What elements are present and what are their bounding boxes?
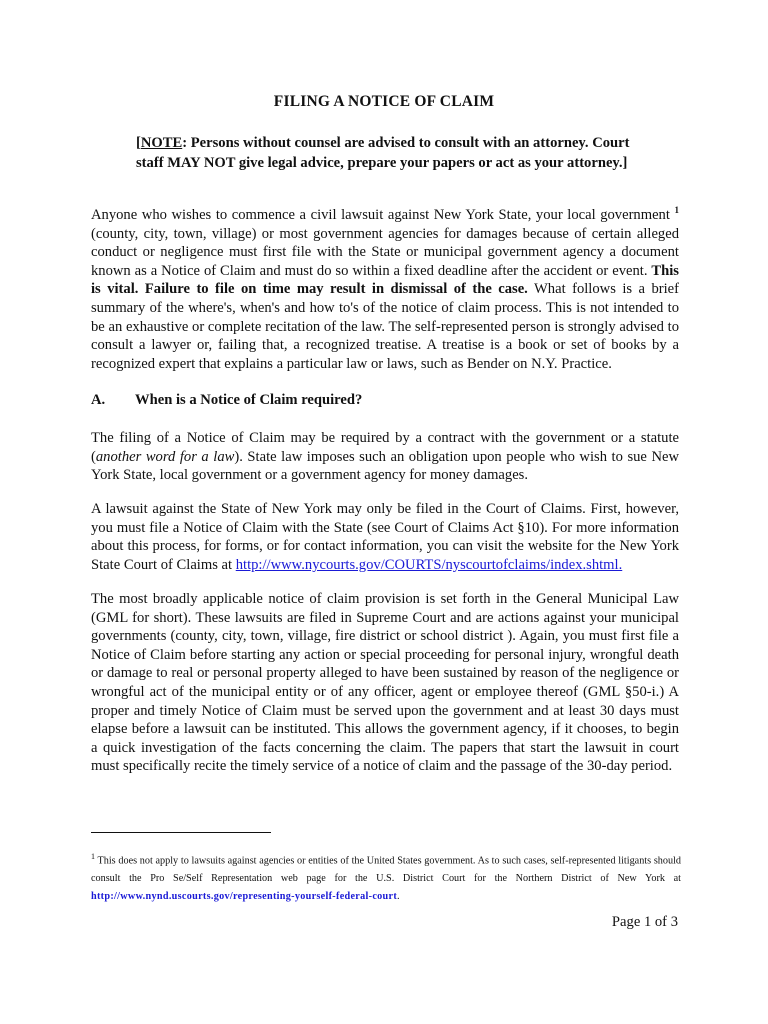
intro-text-1: Anyone who wishes to commence a civil lawsuit against New York State, your local government xyxy=(91,207,675,223)
footnote-end: . xyxy=(397,891,400,903)
state-paragraph xyxy=(91,500,679,574)
footnote-divider xyxy=(91,832,271,833)
filing-text-2: ). State law imposes such an obligation upon people who wish to sue New York State, local government or a government agency for money damages. xyxy=(91,448,680,484)
filing-text-1: The filing of a Notice of Claim may be required by a contract with the government or a statute ( xyxy=(91,430,679,465)
footnote-text: This does not apply to lawsuits against agencies or entities of the United States government. As to such cases, self-represented litigants should consult the Pro Se/Self Representation web page for the U.S. District Court for the Northern District of New York at xyxy=(91,855,681,885)
page-number: Page 1 of 3 xyxy=(611,914,678,930)
filing-italic: another word for a law xyxy=(95,448,235,465)
footnote-ref[interactable]: 1 xyxy=(674,205,679,216)
intro-paragraph xyxy=(91,206,679,373)
section-a-heading xyxy=(91,392,362,409)
note-label: NOTE xyxy=(140,135,183,151)
intro-text-2: (county, city, town, village) or most government agencies for damages because of certain alleged conduct or negligence must first file with the State or municipal government agency a document known as a Notice of Claim and must do so within a fixed deadline after the accident or event. xyxy=(91,225,679,279)
footnote-number: 1 xyxy=(91,852,95,861)
section-a-title: When is a Notice of Claim required? xyxy=(135,392,363,408)
note-open-bracket: [ xyxy=(136,135,141,151)
section-a-letter: A. xyxy=(91,392,106,408)
state-text: A lawsuit against the State of New York may only be filed in the Court of Claims. First, however, you must file a Notice of Claim with the State (see Court of Claims Act §10). For more information about this process, for forms, or for contact information, you can visit the website for the New York State Court of Claims at xyxy=(91,501,679,573)
court-of-claims-link[interactable]: http://www.nycourts.gov/COURTS/nyscourtofclaims/index.shtml. xyxy=(235,556,623,573)
gml-paragraph xyxy=(91,590,679,776)
filing-paragraph xyxy=(91,429,679,485)
footnote xyxy=(91,848,681,906)
district-court-link[interactable]: http://www.nynd.uscourts.gov/representing-yourself-federal-court xyxy=(91,891,398,903)
attorney-note xyxy=(136,133,636,173)
gml-text: The most broadly applicable notice of claim provision is set forth in the General Municipal Law (GML for short). These lawsuits are filed in Supreme Court and are actions against your municipal governments (county, city, town, village, fire district or school district ). Again, you must first file a Notice of Claim before starting any action or special proceeding for personal injury, wrongful death or damage to real or personal property alleged to have been sustained by reason of the negligence or wrongful act of the municipal entity or of any officer, agent or employee thereof (GML §50-i.) A proper and timely Notice of Claim must be served upon the government and at least 30 days must elapse before a lawsuit can be instituted. This allows the government agency, if it chooses, to begin a quick investigation of the facts concerning the claim. The papers that start the lawsuit in court must specifically recite the timely service of a notice of claim and the passage of the 30-day period. xyxy=(91,591,679,775)
intro-text-3: What follows is a brief summary of the where's, when's and how to's of the notice of claim process. This is not intended to be an exhaustive or complete recitation of the law. The self-represented person is strongly advised to consult a lawyer or, failing that, a recognized treatise. A treatise is a book or set of books by a recognized expert that explains a particular law or laws, such as Bender on N.Y. Practice. xyxy=(91,281,679,372)
note-text: : Persons without counsel are advised to consult with an attorney. Court staff MAY NOT give legal advice, prepare your papers or act as your attorney.] xyxy=(136,135,630,171)
intro-warning: This is vital. Failure to file on time may result in dismissal of the case. xyxy=(91,262,679,298)
page-title: FILING A NOTICE OF CLAIM xyxy=(273,93,495,110)
